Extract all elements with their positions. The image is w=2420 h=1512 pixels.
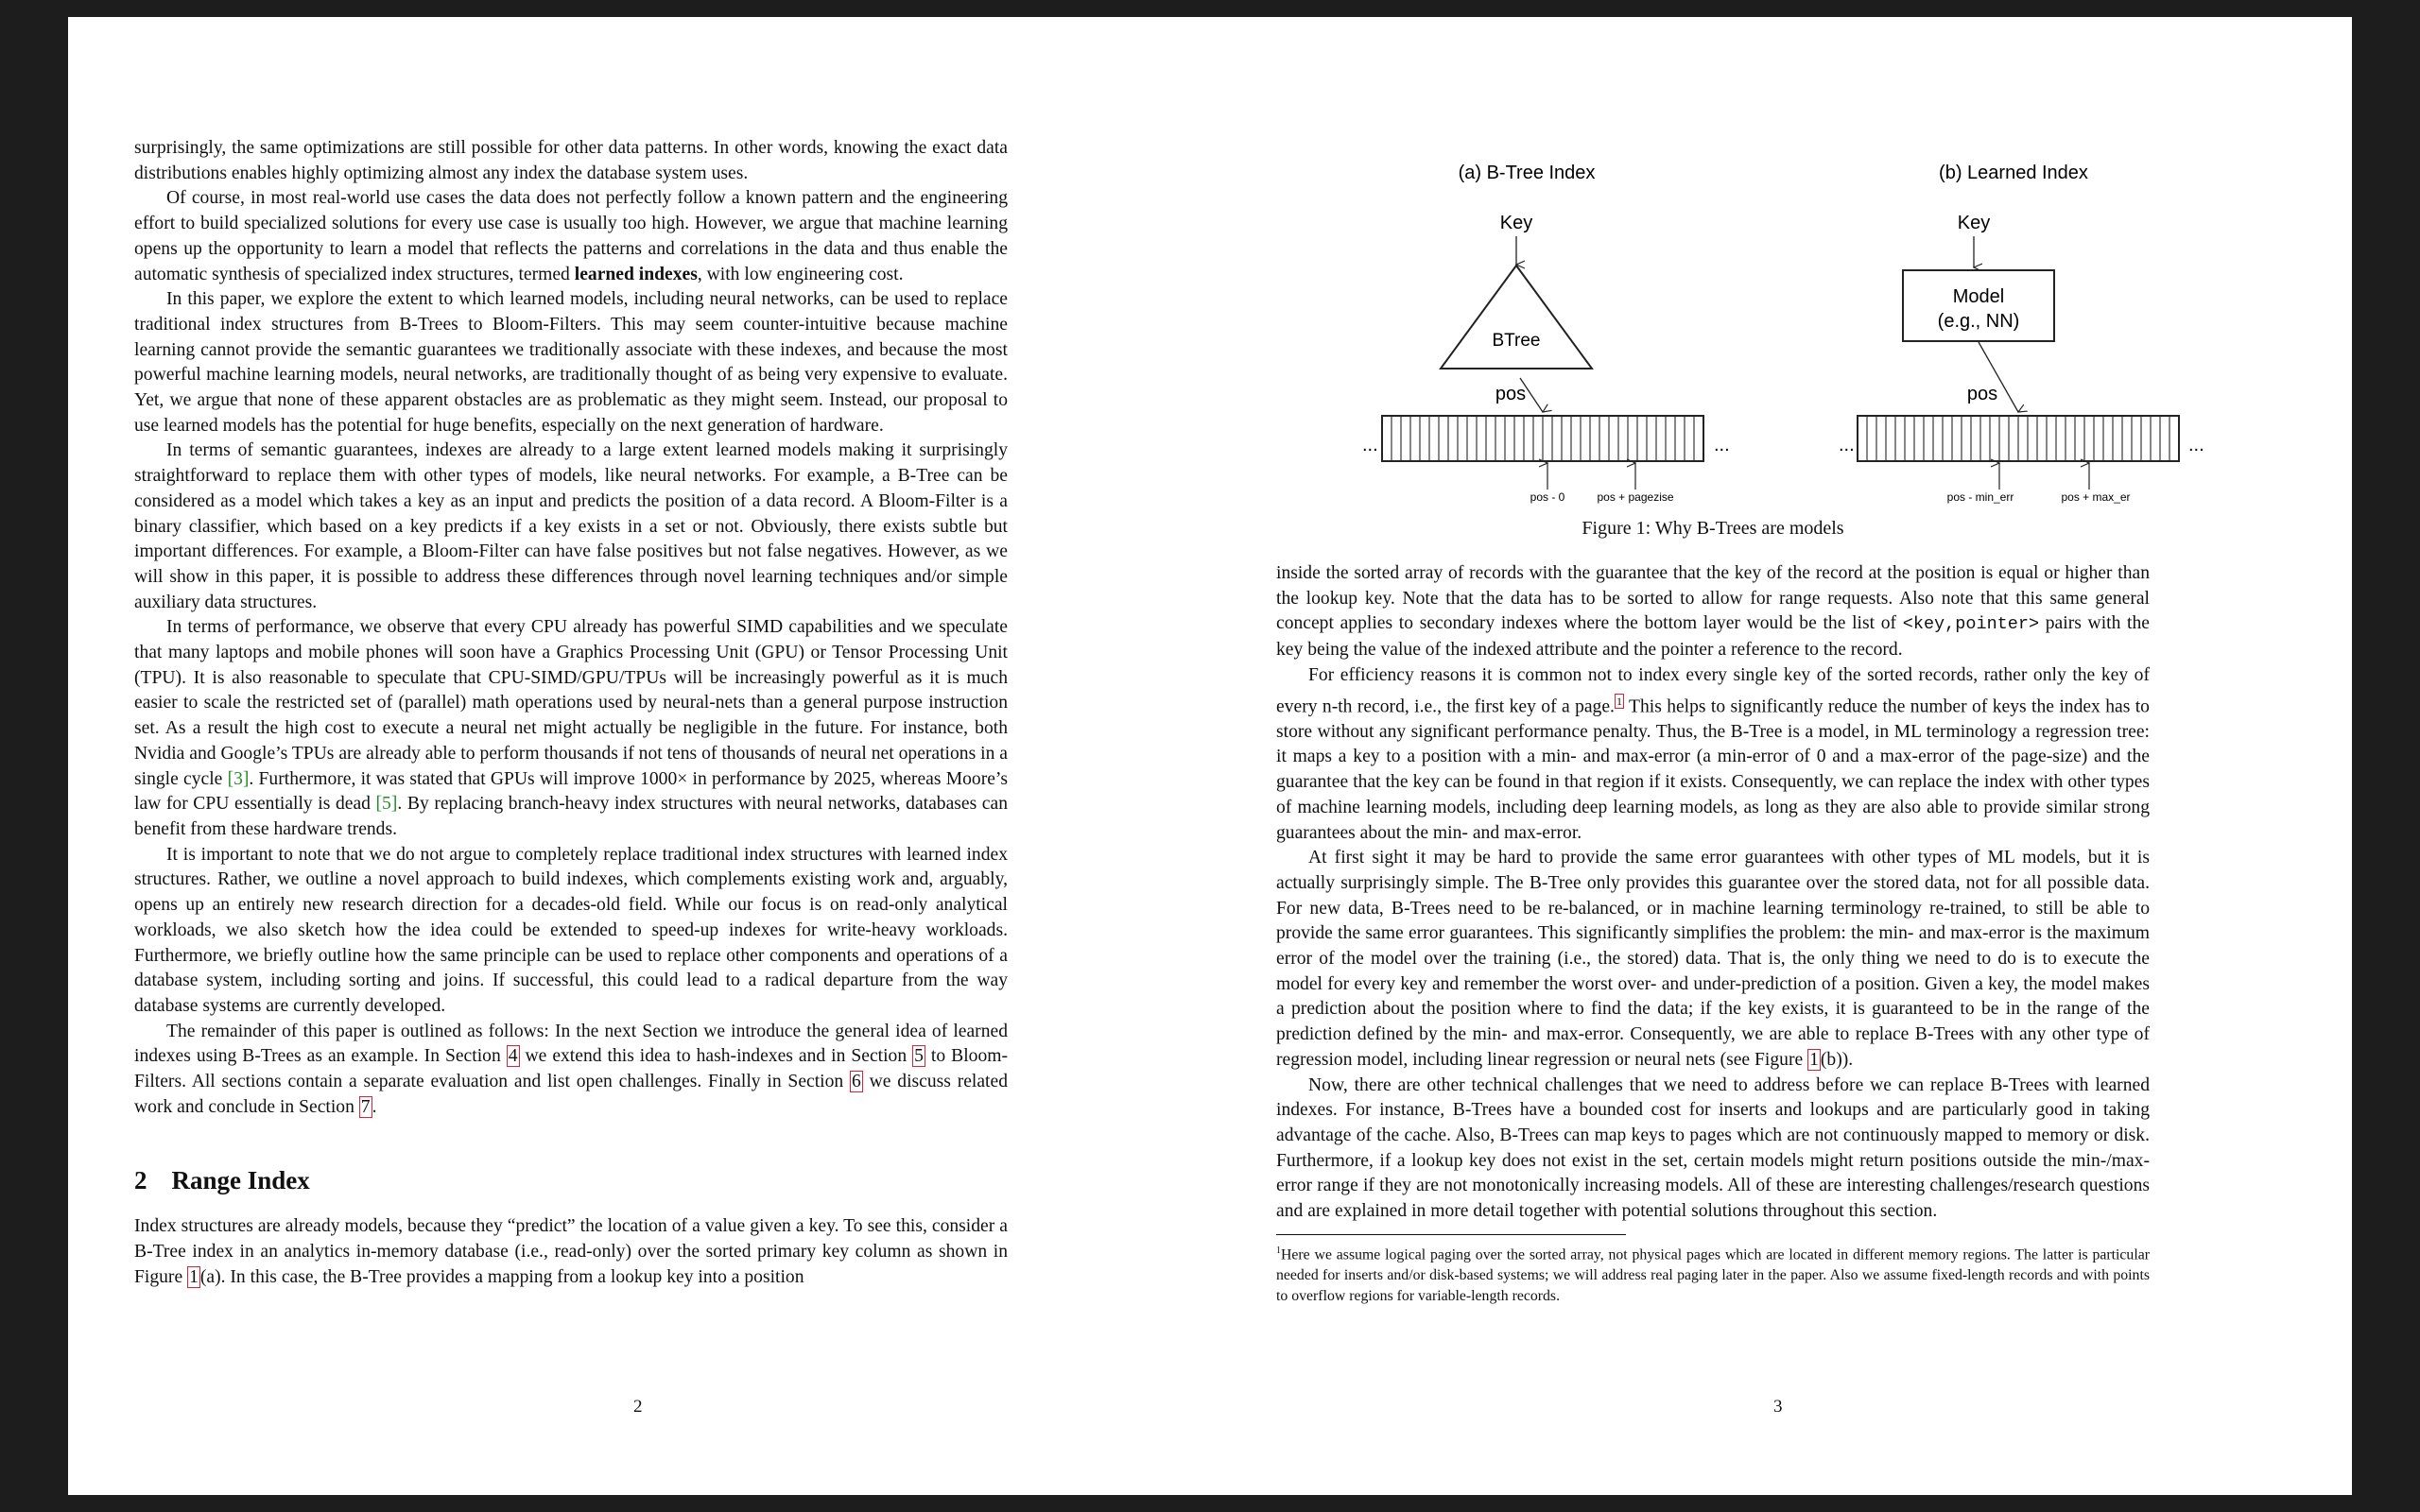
code-inline: <key,pointer> <box>1902 614 2040 635</box>
range-label: pos - 0 <box>1530 490 1565 504</box>
btree-label: BTree <box>1492 331 1541 351</box>
range-label: pos - min_err <box>1946 490 2014 504</box>
citation-link[interactable]: [5] <box>375 794 398 815</box>
page-number: 3 <box>1773 1397 1783 1417</box>
text: For efficiency reasons it is common not to index every single key of the sorted records, rather only the key of every n-th record, i.e., the first key of a page. <box>1276 664 2150 717</box>
figure-btree-vs-learned <box>1271 142 2217 567</box>
text: In this paper, we explore the extent to which learned models, including neural networks, can be used to replace traditional index structures from B-Trees to Bloom-Filters. This may seem counter-intuitive because machine learning cannot provide the semantic guarantees we traditionally associate with these indexes, and because the most powerful machine learning models, neural networks, are traditionally thought of as being very expensive to evaluate. Yet, we argue that none of these apparent obstacles are as problematic as they might seem. Instead, our proposal to use learned models has the potential for huge benefits, especially on the next generation of hardware. <box>134 289 1008 436</box>
text: we extend this idea to hash-indexes and in Section <box>519 1046 913 1067</box>
paragraph <box>134 287 1008 438</box>
range-label: pos + pagezise <box>1597 490 1674 504</box>
figure-link[interactable]: 1 <box>1809 1049 1819 1070</box>
text: . Furthermore, it was stated that GPUs will improve 1000× in performance by 2025, whereas Moore’s law for CPU essentially is dead <box>134 768 1008 815</box>
pos-label-b: pos <box>1966 384 1998 404</box>
paragraph <box>1276 1074 2150 1225</box>
figure-title-b: (b) Learned Index <box>1939 163 2088 183</box>
section-heading <box>134 1165 1008 1195</box>
section-title: Range Index <box>171 1166 310 1195</box>
text: Index structures are already models, because they “predict” the location of a value given a key. To see this, consider a B-Tree index in an analytics in-memory database (i.e., read-only) over the sorted primary key column as shown in Figure <box>134 1216 1008 1287</box>
text: . By replacing branch-heavy index structures with neural networks, databases can benefit from these hardware trends. <box>134 794 1008 839</box>
paragraph <box>134 615 1008 842</box>
paragraph <box>1276 846 2150 1073</box>
model-sublabel: (e.g., NN) <box>1937 311 2020 332</box>
footnote-divider <box>1276 1234 1626 1236</box>
footnote <box>1276 1241 2150 1306</box>
range-label: pos + max_er <box>2061 490 2131 504</box>
text: This helps to significantly reduce the number of keys the index has to store without any significant performance penalty. Thus, the B-Tree is a model, in ML terminology a regression tree: it maps a key to a position with a min- and max-error (a min-error of 0 and a max-error of the page-size) and the guarantee that the key can be found in that region if it exists. Consequently, we can replace the index with other types of machine learning models, including deep learning models, as long as they are also able to provide similar strong guarantees about the min- and max-error. <box>1276 696 2150 843</box>
key-label-b: Key <box>1957 213 1991 233</box>
right-page-body <box>1276 561 2150 1306</box>
figure-title-a: (a) B-Tree Index <box>1458 163 1596 183</box>
model-label: Model <box>1952 286 2005 307</box>
ellipsis: ... <box>1839 435 1855 455</box>
key-label-a: Key <box>1499 213 1533 233</box>
paragraph <box>134 1020 1008 1121</box>
ellipsis: ... <box>1362 435 1378 455</box>
text: we discuss related work and conclude in Section <box>134 1072 1008 1117</box>
text: In terms of semantic guarantees, indexes are already to a large extent learned models making it surprisingly straightforward to replace them with other types of models, like neural networks. For example, a B-Tree can be considered as a model which takes a key as an input and predicts the position of a data record. A Bloom-Filter is a binary classifier, which based on a key predicts if a key exists in a set or not. Obviously, there exists subtle but important differences. For example, a Bloom-Filter can have false positives but not false negatives. However, as we will show in this paper, it is possible to address these differences through novel learning techniques and/or simple auxiliary data structures. <box>134 440 1008 612</box>
section-link[interactable]: 4 <box>508 1046 518 1067</box>
text: In terms of performance, we observe that every CPU already has powerful SIMD capabilities and we speculate that many laptops and mobile phones will soon have a Graphics Processing Unit (GPU) or Tensor Processing Unit (TPU). It is also reasonable to speculate that CPU-SIMD/GPU/TPUs will be increasingly powerful as it is much easier to scale the restricted set of (parallel) math operations used by neural-nets than a general purpose instruction set. As a result the high cost to execute a neural net might actually be negligible in the future. For instance, both Nvidia and Google’s TPUs are already able to perform thousands if not tens of thousands of neural net operations in a single cycle <box>134 617 1008 789</box>
text: surprisingly, the same optimizations are still possible for other data patterns. In other words, knowing the exact data distributions enables highly optimizing almost any index the database system uses. <box>134 138 1008 183</box>
paragraph <box>134 136 1008 186</box>
btree-triangle <box>1441 266 1592 369</box>
footnote-mark: 1 <box>1276 1246 1281 1257</box>
text: Now, there are other technical challenges that we need to address before we can replace B-Trees with learned indexes. For instance, B-Trees have a bounded cost for inserts and lookups and are particularly good in taking advantage of the cache. Also, B-Trees can map keys to pages which are not continuously mapped to memory or disk. Furthermore, if a lookup key does not exist in the set, certain models might return positions outside the min-/max-error range if they are not monotonically increasing models. All of these are interesting challenges/research questions and are explained in more detail together with potential solutions throughout this section. <box>1276 1074 2150 1222</box>
text: At first sight it may be hard to provide the same error guarantees with other types of ML models, but it is actually surprisingly simple. The B-Tree only provides this guarantee over the stored data, not for all possible data. For new data, B-Trees need to be re-balanced, or in machine learning terminology re-trained, to still be able to provide the same error guarantees. This significantly simplifies the problem: the min- and max-error is the maximum error of the model over the training (i.e., the stored) data. That is, the only thing we need to do is to execute the model for every key and remember the worst over- and under-prediction of a position. Given a key, the model makes a prediction about the position where to find the data; if the key exists, it is guaranteed to be in the range of the prediction defined by the min- and max-error. Consequently, we are able to replace B-Trees with any other type of regression model, including linear regression or neural nets (see Figure <box>1276 848 2150 1070</box>
text: Of course, in most real-world use cases the data does not perfectly follow a known pattern and the engineering effort to build specialized solutions for every use case is usually too high. However, we argue that machine learning opens up the opportunity to learn a model that reflects the patterns and correlations in the data and thus enable the automatic synthesis of specialized index structures, termed <box>134 188 1008 284</box>
paragraph <box>134 1214 1008 1290</box>
figure-link[interactable]: 1 <box>189 1266 199 1287</box>
text: , with low engineering cost. <box>697 264 904 284</box>
page-number: 2 <box>633 1397 643 1417</box>
paragraph <box>134 186 1008 287</box>
text: (a). In this case, the B-Tree provides a mapping from a lookup key into a position <box>199 1266 804 1287</box>
text: inside the sorted array of records with the guarantee that the key of the record at the position is equal or higher than the lookup key. Note that the data has to be sorted to allow for range requests. Also note that this same general concept applies to secondary indexes where the bottom layer would be the list of <box>1276 563 2150 634</box>
text: The remainder of this paper is outlined as follows: In the next Section we introduce the general idea of learned indexes using B-Trees as an example. In Section <box>134 1021 1008 1067</box>
footnote-link[interactable]: 1 <box>1616 694 1622 708</box>
text: pairs with the key being the value of the indexed attribute and the pointer a reference to the record. <box>1276 613 2150 661</box>
term-learned-indexes: learned indexes <box>574 264 698 284</box>
paragraph <box>134 843 1008 1020</box>
paragraph <box>1276 561 2150 663</box>
text: It is important to note that we do not argue to completely replace traditional index structures with learned index structures. Rather, we outline a novel approach to build indexes, which complements existing work and, arguably, opens up an entirely new research direction for a decades-old field. While our focus is on read-only analytical workloads, we also sketch how the idea could be extended to speed-up indexes for write-heavy workloads. Furthermore, we briefly outline how the same principle can be used to replace other components and operations of a database system, including sorting and joins. If successful, this could lead to a radical departure from the way database systems are currently developed. <box>134 844 1008 1016</box>
ellipsis: ... <box>2188 435 2204 455</box>
citation-link[interactable]: [3] <box>227 768 250 789</box>
figure-caption: Figure 1: Why B-Trees are models <box>1582 518 1844 539</box>
text: . <box>372 1096 377 1117</box>
left-page-body <box>134 136 1008 1291</box>
section-link[interactable]: 6 <box>852 1072 861 1092</box>
text: to Bloom-Filters. All sections contain a separate evaluation and list open challenges. Finally in Section <box>134 1046 1009 1092</box>
paragraph <box>1276 663 2150 846</box>
text: (b)). <box>1820 1049 1854 1070</box>
paragraph <box>134 438 1008 615</box>
section-link[interactable]: 5 <box>914 1046 924 1067</box>
section-link[interactable]: 7 <box>360 1096 371 1117</box>
pos-label-a: pos <box>1495 384 1527 404</box>
footnote-text: Here we assume logical paging over the sorted array, not physical pages which are located in different memory regions. The latter is particular needed for inserts and/or disk-based systems; we will address real paging later in the paper. Also we assume fixed-length records and with points to overflow regions for variable-length records. <box>1276 1246 2150 1304</box>
section-number: 2 <box>134 1166 147 1195</box>
ellipsis: ... <box>1714 435 1730 455</box>
